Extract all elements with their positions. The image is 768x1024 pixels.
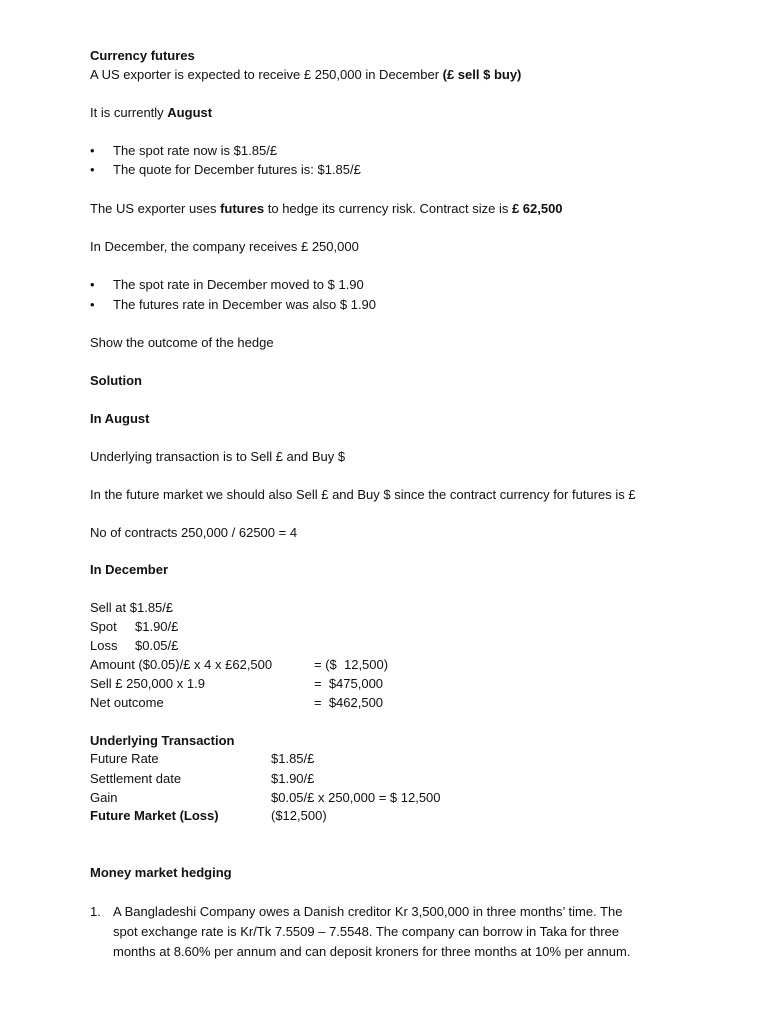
solution-heading: Solution — [90, 373, 142, 388]
current-text: It is currently — [90, 105, 168, 120]
heading-currency-futures: Currency futures — [90, 48, 195, 63]
calc-spot-value: $1.90/£ — [135, 619, 179, 634]
table-row-label: Future Market (Loss) — [90, 808, 219, 823]
calc-amount-label: Amount ($0.05)/£ x 4 x £62,500 — [90, 657, 273, 672]
bullet-icon: • — [90, 162, 95, 177]
bullet-item: The futures rate in December was also $ 1.90 — [113, 297, 377, 312]
future-market-text: In the future market we should also Sell £ and Buy $ since the contract currency for futures is £ — [90, 487, 636, 502]
bullet-icon: • — [90, 297, 95, 312]
table-row-value: $0.05/£ x 250,000 = $ 12,500 — [271, 790, 441, 805]
current-line — [90, 105, 212, 121]
intro-line — [90, 67, 521, 83]
underlying-text: Underlying transaction is to Sell £ and Buy $ — [90, 449, 346, 464]
intro-text: A US exporter is expected to receive £ 250,000 in December — [90, 67, 443, 82]
calc-sell-label: Sell £ 250,000 x 1.9 — [90, 676, 205, 691]
question-number: 1. — [90, 904, 101, 919]
hedge-text-a: The US exporter uses — [90, 201, 221, 216]
bullet-icon: • — [90, 143, 95, 158]
table-row-label: Settlement date — [90, 771, 182, 786]
contracts-text: No of contracts 250,000 / 62500 = 4 — [90, 525, 298, 540]
bullet-item: The quote for December futures is: $1.85/£ — [113, 162, 361, 177]
money-market-heading: Money market hedging — [90, 865, 232, 880]
calc-sell-at: Sell at $1.85/£ — [90, 600, 174, 615]
hedge-text-b: futures — [220, 201, 265, 216]
table-row-value: ($12,500) — [271, 808, 327, 823]
question-line: months at 8.60% per annum and can deposit kroners for three months at 10% per annum. — [113, 944, 631, 959]
calc-net-value: = $462,500 — [314, 695, 384, 710]
august-heading: In August — [90, 411, 150, 426]
intro-bold: (£ sell $ buy) — [442, 67, 522, 82]
table-row-label: Future Rate — [90, 751, 159, 766]
question-line: spot exchange rate is Kr/Tk 7.5509 – 7.5548. The company can borrow in Taka for three — [113, 924, 620, 939]
table-row-value: $1.85/£ — [271, 751, 315, 766]
question-text: Show the outcome of the hedge — [90, 335, 274, 350]
calc-spot-label: Spot — [90, 619, 117, 634]
december-heading: In December — [90, 562, 169, 577]
calc-amount-value: = ($ 12,500) — [314, 657, 389, 672]
hedge-line — [90, 201, 563, 217]
bullet-item: The spot rate now is $1.85/£ — [113, 143, 278, 158]
underlying-transaction-heading: Underlying Transaction — [90, 733, 235, 748]
calc-net-label: Net outcome — [90, 695, 164, 710]
hedge-text-c: to hedge its currency risk. Contract size is — [264, 201, 512, 216]
bullet-item: The spot rate in December moved to $ 1.90 — [113, 277, 364, 292]
calc-loss-label: Loss — [90, 638, 118, 653]
calc-sell-value: = $475,000 — [314, 676, 384, 691]
bullet-icon: • — [90, 277, 95, 292]
current-bold: August — [167, 105, 213, 120]
december-receive: In December, the company receives £ 250,000 — [90, 239, 359, 254]
calc-loss-value: $0.05/£ — [135, 638, 179, 653]
table-row-value: $1.90/£ — [271, 771, 315, 786]
hedge-text-d: £ 62,500 — [511, 201, 563, 216]
question-line: A Bangladeshi Company owes a Danish creditor Kr 3,500,000 in three months’ time. The — [113, 904, 623, 919]
table-row-label: Gain — [90, 790, 118, 805]
